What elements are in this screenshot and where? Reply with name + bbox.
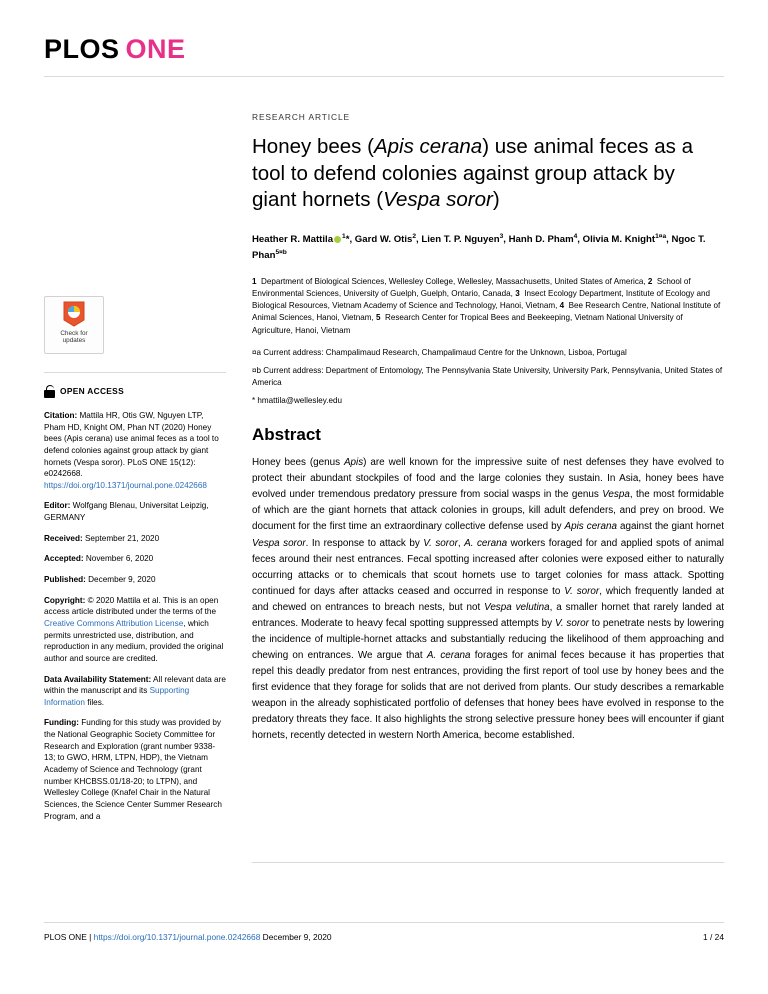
published-block — [44, 574, 226, 586]
open-lock-icon — [44, 385, 55, 398]
title-part-2: ) use animal feces as a tool to defend colonies against group attack by giant hornets ( — [252, 135, 693, 212]
sidebar-metadata — [44, 296, 226, 831]
received-text: September 21, 2020 — [82, 533, 160, 543]
logo-one-text: ONE — [125, 34, 186, 64]
funding-block — [44, 717, 226, 822]
corresponding-author-email: * hmattila@wellesley.edu — [252, 396, 342, 406]
crossmark-label — [60, 330, 87, 345]
footer-page-number: 1 / 24 — [703, 932, 724, 942]
abstract-text: Honey bees (genus Apis) are well known for the impressive suite of nest defenses they have evolved to protect their abundant stockpiles of food and the large colonies they sustain. In Asia, honey bees have evolved under tremendous predatory pressure from social wasps in the genus Vespa, the most formidable of which are the giant hornets that attack colonies in groups, kill adult defenders, and prey on brood. We document for the first time an extraordinary collective defense used by Apis cerana against the giant hornet Vespa soror. In response to attack by V. soror, A. cerana workers foraged for and applied spots of animal feces around their nest entrances. Fecal spotting increased after colonies were exposed either to naturally occurring attacks or to chemicals that scout hornets use to target colonies for mass attack. Spotting continued for days after attacks ceased and occurred in response to V. soror, which frequently landed at and chewed on entrances to breach nests, but not Vespa velutina, a smaller hornet that rarely landed at entrances. Moderate to heavy fecal spotting suppressed attempts by V. soror to penetrate nests by lowering the incidence of multiple-hornet attacks and substantially reducing the likelihood of them approaching and chewing on entrances. We argue that A. cerana forages for animal feces because it has properties that repel this deadly predator from nest entrances, providing the first report of tool use by honey bees and the first evidence that they forage for solids that are not derived from plants. Our study describes a remarkable weapon in the already sophisticated portfolio of defenses that honey bees have evolved in response to the predatory threats they face. It also highlights the strong selective pressure honey bees will encounter if giant hornets, recently detected in western North America, become established. — [252, 457, 725, 742]
footer-date: December 9, 2020 — [260, 932, 332, 942]
published-label: Published: — [44, 575, 86, 585]
accepted-text: November 6, 2020 — [83, 554, 154, 564]
editor-label: Editor: — [44, 501, 71, 511]
data-availability-label: Data Availability Statement: — [44, 674, 152, 684]
funding-text: Funding for this study was provided by the National Geographic Society Committee for Research and Exploration (grant number 9338-13; to GWO, HRM, LTPN, HDP), the Vietnam Academy of Science and Technology (grant number KHCBSS.01/18-20; to LTPN), and Wellesley College (Knafel Chair in the Natural Sciences, the Science Center Summer Research Program, and a — [44, 718, 222, 821]
affiliations: 1 Department of Biological Sciences, Wellesley College, Wellesley, Massachusetts, United States of America, 2 School of Environmental Sciences, University of Guelph, Guelph, Ontario, Canada, 3 Insect Ecology Department, Institute of Ecology and Biological Resources, Vietnam Academy of Science and Technology, Hanoi, Vietnam, 4 Bee Research Centre, National Institute of Animal Sciences, Hanoi, Vietnam, 5 Research Center for Tropical Bees and Beekeeping, Vietnam National University of Agriculture, Hanoi, Vietnam — [252, 277, 721, 335]
abstract-bottom-divider — [252, 862, 724, 863]
citation-doi-link[interactable]: https://doi.org/10.1371/journal.pone.0242668 — [44, 480, 207, 490]
current-address-a: ¤a Current address: Champalimaud Research, Champalimaud Centre for the Unknown, Lisboa, Portugal — [252, 347, 627, 357]
author-list: Heather R. Mattila $^1$*, Gard W. Otis$^2$, Lien T. P. Nguyen$^3$, Hanh D. Pham$^4$, Olivia M. Knight$^{1¤a}$, Ngoc T. Phan$^{5¤b}$ — [252, 232, 706, 262]
data-availability-text-2: files. — [84, 697, 105, 707]
masthead-divider — [44, 76, 724, 77]
accepted-block — [44, 553, 226, 565]
crossmark-line1: Check for — [60, 330, 88, 337]
copyright-text-2: , which permits unrestricted use, distribution, and reproduction in any medium, provided the original author and source are credited. — [44, 618, 224, 663]
page-title — [252, 134, 724, 214]
footer-doi-link[interactable]: https://doi.org/10.1371/journal.pone.0242668 — [93, 932, 261, 942]
data-availability-block — [44, 674, 226, 709]
received-label: Received: — [44, 533, 83, 543]
copyright-label: Copyright: — [44, 595, 86, 605]
footer-citation — [44, 932, 332, 942]
title-part-3: ) — [492, 188, 500, 212]
supporting-information-link[interactable]: Supporting Information — [44, 686, 190, 707]
funding-label: Funding: — [44, 718, 80, 728]
published-text: December 9, 2020 — [85, 575, 156, 585]
crossmark-badge[interactable] — [44, 296, 106, 354]
open-access-badge — [44, 385, 226, 398]
crossmark-icon — [63, 301, 85, 327]
open-access-label: OPEN ACCESS — [60, 385, 124, 396]
footer-divider — [44, 922, 724, 923]
abstract-heading: Abstract — [252, 425, 321, 445]
editor-block — [44, 500, 226, 523]
citation-label: Citation: — [44, 411, 78, 420]
logo-plos-text: PLOS — [44, 34, 120, 64]
citation-text: Mattila HR, Otis GW, Nguyen LTP, Pham HD, Knight OM, Phan NT (2020) Honey bees (Apis cerana) use animal feces as a tool to defend colonies against group attack by giant hornets (Vespa soror). PLoS ONE 15(12): e0242668. — [44, 411, 219, 479]
accepted-label: Accepted: — [44, 554, 84, 564]
citation-block — [44, 410, 226, 491]
title-italic-2: Vespa soror — [383, 188, 493, 212]
current-address-b: ¤b Current address: Department of Entomology, The Pennsylvania State University, University Park, Pennsylvania, United States of America — [252, 365, 723, 387]
page-footer — [44, 932, 724, 942]
plos-one-logo — [44, 34, 186, 65]
footer-journal: PLOS ONE | — [44, 932, 94, 942]
title-part-1: Honey bees ( — [252, 135, 374, 158]
article-type-kicker: RESEARCH ARTICLE — [252, 112, 351, 122]
received-block — [44, 533, 226, 545]
orcid-icon[interactable] — [334, 236, 341, 243]
article-main — [252, 112, 724, 744]
cc-license-link[interactable]: Creative Commons Attribution License — [44, 618, 184, 628]
title-italic-1: Apis cerana — [373, 135, 483, 158]
copyright-block — [44, 595, 226, 665]
editor-text: Wolfgang Blenau, Universitat Leipzig, GERMANY — [44, 501, 209, 523]
sidebar-divider — [44, 372, 226, 373]
copyright-text-1: © 2020 Mattila et al. This is an open access article distributed under the terms of the — [44, 595, 219, 617]
crossmark-line2: updates — [62, 337, 86, 345]
data-availability-text-1: All relevant data are within the manuscript and its — [44, 674, 226, 696]
